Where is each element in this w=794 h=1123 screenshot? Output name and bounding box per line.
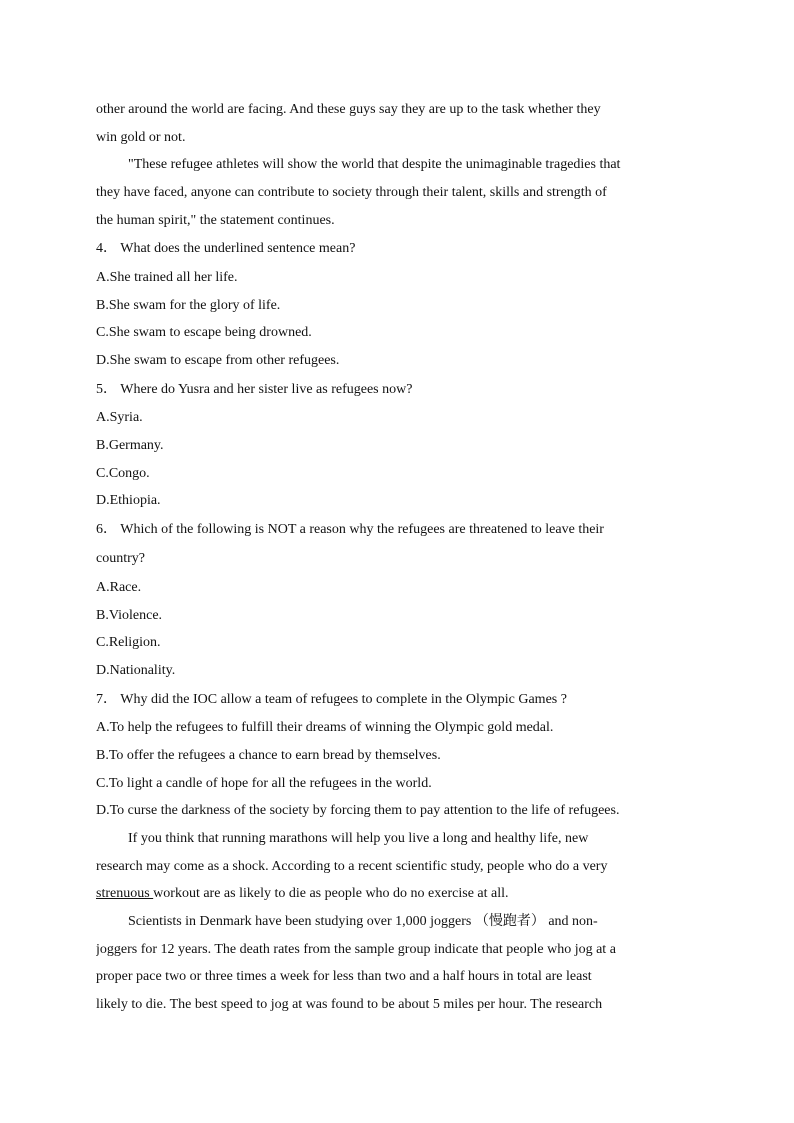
passage-line: If you think that running marathons will help you live a long and healthy life, new xyxy=(128,830,589,846)
answer-option-a: A.Race. xyxy=(96,579,142,595)
question-stem: 4． What does the underlined sentence mean? xyxy=(96,241,356,257)
passage-line: win gold or not. xyxy=(96,129,186,145)
passage-line xyxy=(96,880,696,908)
passage-line: research may come as a shock. According to a recent scientific study, people who do a very xyxy=(96,858,608,874)
answer-option-d: D.Nationality. xyxy=(96,663,176,678)
answer-option-c: C.Congo. xyxy=(96,465,150,481)
passage-line: the human spirit," the statement continues. xyxy=(96,212,335,228)
document-page xyxy=(96,96,696,1019)
answer-option-a: A.She trained all her life. xyxy=(96,269,238,285)
passage-line: joggers for 12 years. The death rates from the sample group indicate that people who jog at a xyxy=(96,941,616,957)
answer-option-c: C.Religion. xyxy=(96,635,161,651)
passage-line: they have faced, anyone can contribute to society through their talent, skills and strength of xyxy=(96,185,607,201)
answer-option-b: B.She swam for the glory of life. xyxy=(96,297,281,313)
passage-line: proper pace two or three times a week for less than two and a half hours in total are least xyxy=(96,969,592,985)
answer-option-d: D.Ethiopia. xyxy=(96,493,161,509)
passage-line: likely to die. The best speed to jog at was found to be about 5 miles per hour. The research xyxy=(96,997,603,1013)
question-stem: 5． Where do Yusra and her sister live as refugees now? xyxy=(96,381,413,397)
question-stem: 6． Which of the following is NOT a reason why the refugees are threatened to leave their xyxy=(96,521,604,537)
underlined-word: strenuous xyxy=(96,886,154,902)
question-stem-continued: country? xyxy=(96,551,145,567)
passage-line: other around the world are facing. And these guys say they are up to the task whether they xyxy=(96,102,601,117)
answer-option-b: B.Germany. xyxy=(96,437,164,453)
answer-option-d: D.She swam to escape from other refugees. xyxy=(96,353,340,368)
question-stem: 7． Why did the IOC allow a team of refugees to complete in the Olympic Games ? xyxy=(96,691,567,707)
passage-text: workout are as likely to die as people who do no exercise at all. xyxy=(153,886,509,902)
answer-option-a: A.Syria. xyxy=(96,410,143,426)
question-5 xyxy=(96,375,696,515)
answer-option-c: C.She swam to escape being drowned. xyxy=(96,325,312,341)
answer-option-c: C.To light a candle of hope for all the refugees in the world. xyxy=(96,775,432,791)
answer-option-b: B.Violence. xyxy=(96,607,163,623)
question-7 xyxy=(96,685,696,825)
passage-line: "These refugee athletes will show the world that despite the unimaginable tragedies that xyxy=(128,157,621,173)
question-6 xyxy=(96,515,696,685)
answer-option-b: B.To offer the refugees a chance to earn bread by themselves. xyxy=(96,747,441,763)
answer-option-d: D.To curse the darkness of the society by forcing them to pay attention to the life of refugees. xyxy=(96,803,620,819)
passage-line: Scientists in Denmark have been studying over 1,000 joggers （慢跑者） and non- xyxy=(128,914,598,929)
passage-top xyxy=(96,96,696,234)
passage-bottom xyxy=(96,825,696,1019)
answer-option-a: A.To help the refugees to fulfill their dreams of winning the Olympic gold medal. xyxy=(96,720,554,736)
question-4 xyxy=(96,234,696,374)
